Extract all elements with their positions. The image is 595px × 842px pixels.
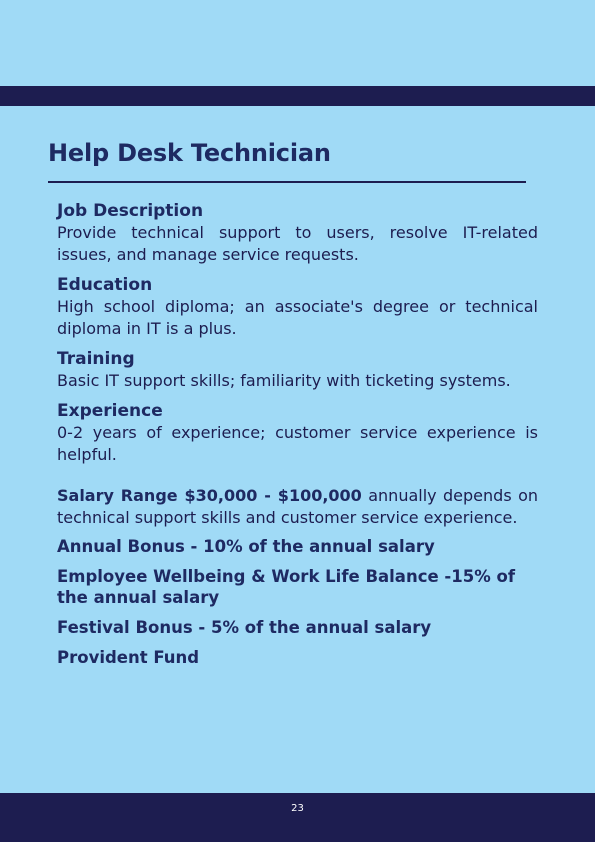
section-heading: Training — [57, 349, 135, 369]
benefit-provident-fund: Provident Fund — [57, 648, 200, 667]
benefit-wellbeing: Employee Wellbeing & Work Life Balance -15% of the annual salary — [57, 567, 516, 607]
section-experience — [57, 400, 538, 465]
section-training — [57, 348, 538, 392]
page-number: 23 — [291, 803, 304, 814]
salary-range — [57, 485, 538, 528]
title-divider — [48, 181, 526, 183]
section-text: High school diploma; an associate's degree or technical diploma in IT is a plus. — [57, 297, 538, 338]
footer-band — [0, 793, 595, 842]
benefit-festival-bonus: Festival Bonus - 5% of the annual salary — [57, 618, 432, 637]
header-band — [0, 86, 595, 106]
section-text: Basic IT support skills; familiarity with ticketing systems. — [57, 371, 511, 390]
section-text: Provide technical support to users, resolve IT-related issues, and manage service requests. — [57, 223, 538, 264]
page-title: Help Desk Technician — [48, 139, 331, 167]
benefit-annual-bonus: Annual Bonus - 10% of the annual salary — [57, 537, 435, 556]
section-education — [57, 274, 538, 339]
section-job-description — [57, 200, 538, 265]
salary-label: Salary Range $30,000 - $100,000 — [57, 486, 362, 505]
section-heading: Education — [57, 275, 153, 295]
section-text: 0-2 years of experience; customer service experience is helpful. — [57, 423, 538, 464]
section-heading: Job Description — [57, 201, 204, 221]
section-heading: Experience — [57, 401, 163, 421]
salary-text: annually depends on technical support skills and customer service experience. — [57, 486, 538, 527]
